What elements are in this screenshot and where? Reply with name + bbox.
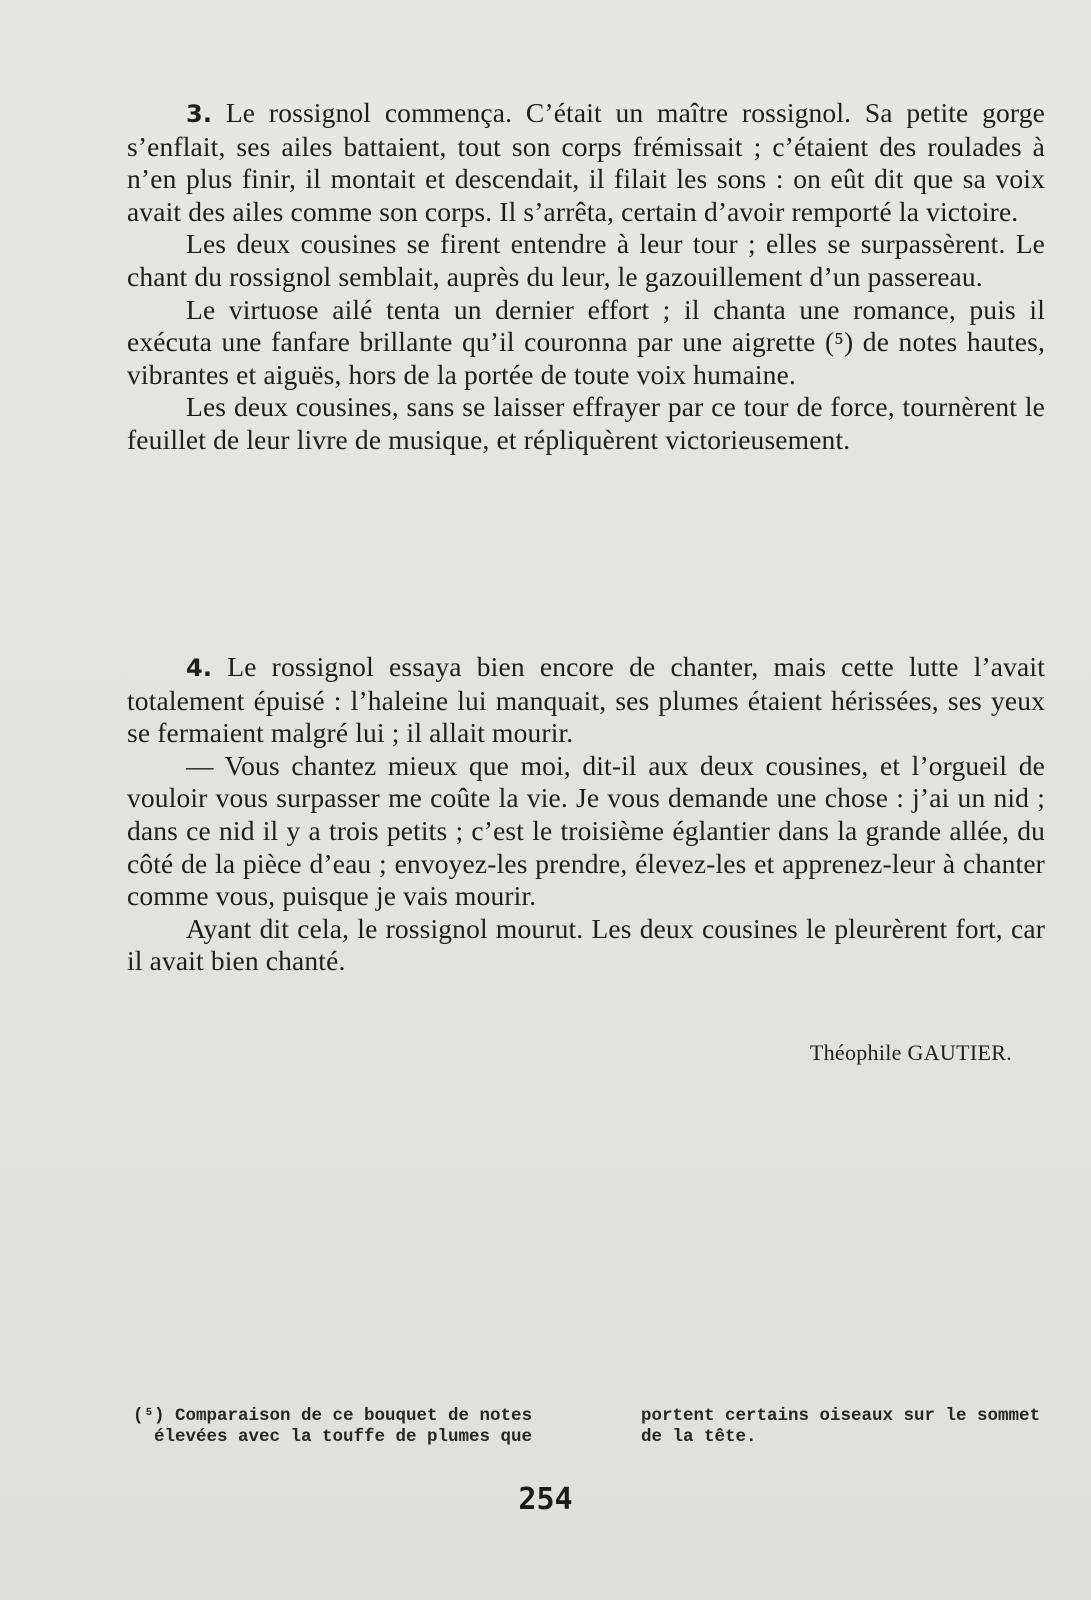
section-4	[127, 651, 1045, 978]
paragraph-text: Le rossignol essaya bien encore de chanter, mais cette lutte l’avait totalement épuisé : l’haleine lui manquait, ses plumes étaient hérissées, ses yeux se fermaient malgré lui ; il allait mourir.	[127, 651, 1045, 749]
section-3	[127, 97, 1045, 457]
paragraph	[127, 97, 1045, 228]
footnote-right-column	[641, 1406, 1061, 1448]
page-number: 254	[518, 1482, 573, 1517]
section-number: 4.	[186, 654, 213, 682]
paragraph-text: Le rossignol commença. C’était un maître rossignol. Sa petite gorge s’enflait, ses ailes battaient, tout son corps frémissait ; c’étaient des roulades à n’en plus finir, il montait et descendait, il filait les sons : on eût dit que sa voix avait des ailes comme son corps. Il s’arrêta, certain d’avoir remporté la victoire.	[127, 97, 1045, 227]
paragraph	[127, 651, 1045, 750]
footnote-line: de la tête.	[641, 1427, 757, 1447]
paragraph: Les deux cousines se firent entendre à leur tour ; elles se surpassèrent. Le chant du rossignol semblait, auprès du leur, le gazouillement d’un passereau.	[127, 228, 1045, 292]
author-signature: Théophile GAUTIER.	[809, 1040, 1012, 1065]
footnote-line: (⁵) Comparaison de ce bouquet de notes	[133, 1406, 533, 1426]
paragraph: — Vous chantez mieux que moi, dit-il aux deux cousines, et l’orgueil de vouloir vous surpasser me coûte la vie. Je vous demande une chose : j’ai un nid ; dans ce nid il y a trois petits ; c’est le troisième églantier dans la grande allée, du côté de la pièce d’eau ; envoyez-les prendre, élevez-les et apprenez-leur à chanter comme vous, puisque je vais mourir.	[127, 749, 1045, 912]
footnote-left-column	[133, 1406, 573, 1448]
section-number: 3.	[186, 100, 213, 128]
paragraph: Le virtuose ailé tenta un dernier effort ; il chanta une romance, puis il exécuta une fanfare brillante qu’il couronna par une aigrette (⁵) de notes hautes, vibrantes et aiguës, hors de la portée de toute voix humaine.	[127, 293, 1045, 390]
paragraph: Les deux cousines, sans se laisser effrayer par ce tour de force, tournèrent le feuillet de leur livre de musique, et répliquèrent victorieusement.	[127, 391, 1045, 455]
footnote-line: élevées avec la touffe de plumes que	[154, 1427, 533, 1447]
footnote-line: portent certains oiseaux sur le sommet	[641, 1406, 1041, 1426]
paragraph: Ayant dit cela, le rossignol mourut. Les deux cousines le pleurèrent fort, car il avait bien chanté.	[127, 912, 1045, 977]
